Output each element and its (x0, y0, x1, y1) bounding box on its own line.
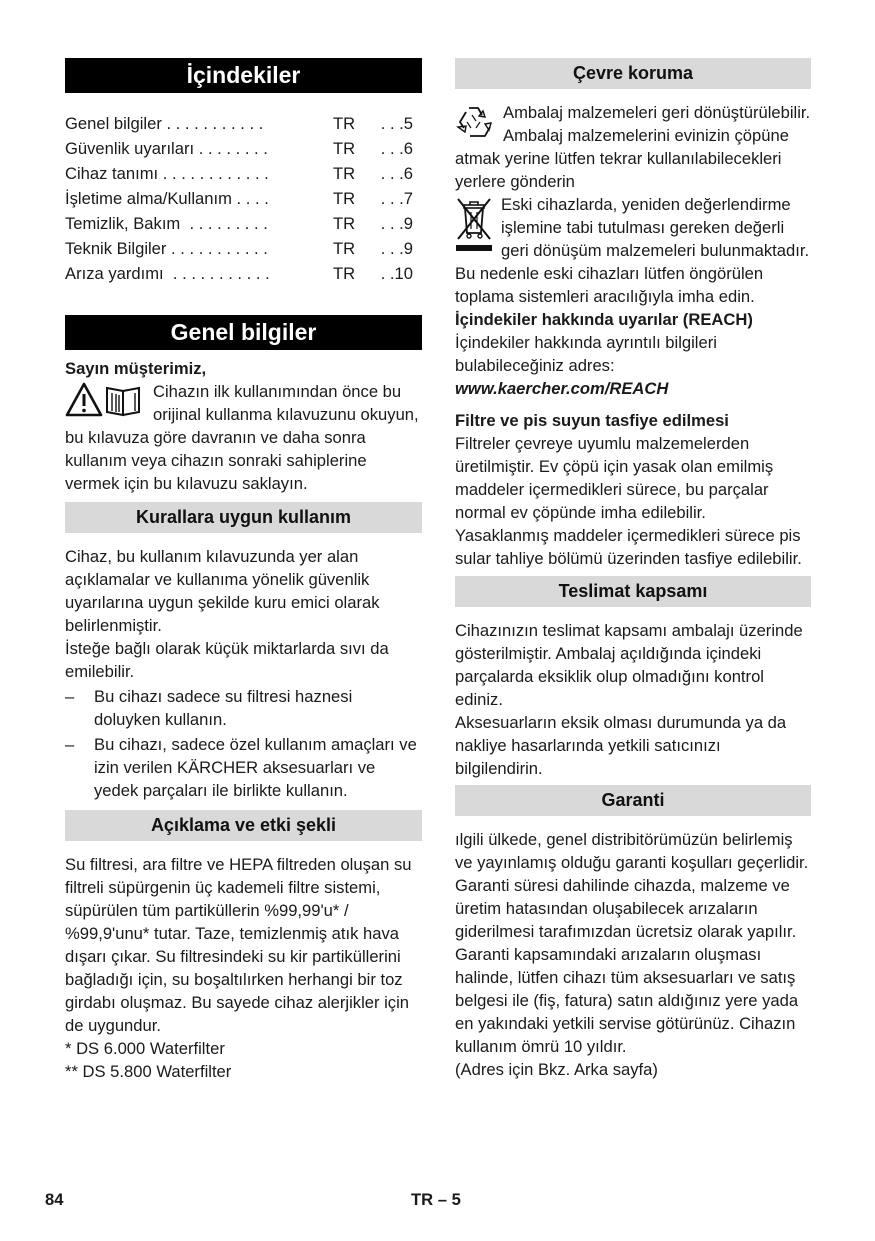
intended-use-p1: Cihaz, bu kullanım kılavuzunda yer alan açıklamalar ve kullanıma yönelik güvenlik uyarılarına uygun şekilde kuru emici olarak belirlenmiştir. (65, 547, 380, 635)
dash-bullet: – (65, 687, 75, 706)
toc-entry[interactable] (65, 111, 422, 136)
toc-entry-lang: TR (333, 239, 356, 258)
description-title: Açıklama ve etki şekli (65, 810, 422, 841)
reach-text: İçindekiler hakkında ayrıntılı bilgileri bulabileceğiniz adres: (455, 333, 717, 375)
delivery-p2: Aksesuarların eksik olması durumunda ya da nakliye hasarlarında yetkili satıcınızı bilgilendirin. (455, 713, 787, 778)
toc-entry-page: . . .9 (380, 214, 413, 233)
packaging-text: Ambalaj malzemeleri geri dönüştürülebilir. Ambalaj malzemelerini evinizin çöpüne atmak yerine lütfen tekrar kullanılabilecekleri yerlere gönderin (455, 103, 811, 191)
toc-entry-lang: TR (333, 114, 356, 133)
toc-entry-page: . . .6 (380, 164, 413, 183)
description-note-2: ** DS 5.800 Waterfilter (65, 1062, 232, 1081)
warning-manual-icon (65, 382, 145, 423)
general-title: Genel bilgiler (65, 315, 422, 350)
toc-entry-label: Genel bilgiler . . . . . . . . . . . (65, 114, 264, 133)
toc-entry-page: . .10 (380, 264, 413, 283)
old-devices-text: Eski cihazlarda, yeniden değerlendirme işlemine tabi tutulması gereken değerli geri dönüşüm malzemeleri bulunmaktadır. Bu nedenle eski cihazları lütfen öngörülen toplama sistemleri aracılığıyla imha edin. (455, 195, 810, 306)
general-intro-block (65, 380, 422, 495)
greeting: Sayın müşterimiz, (65, 359, 207, 378)
list-item (65, 733, 422, 802)
toc-entry-page: . . .5 (380, 114, 413, 133)
packaging-block (455, 101, 811, 193)
toc-entry-page: . . .9 (380, 239, 413, 258)
filter-p1: Filtreler çevreye uyumlu malzemelerden üretilmiştir. Ev çöpü için yasak olan emilmiş maddeler içermedikleri sürece, bu parçalar normal ev çöpünde imha edilebilir. (455, 434, 774, 522)
dash-bullet: – (65, 735, 75, 754)
toc-entry-page: . . .6 (380, 139, 413, 158)
toc-entry-label: Güvenlik uyarıları . . . . . . . . (65, 139, 268, 158)
toc-entry[interactable] (65, 236, 422, 261)
toc-entry-lang: TR (333, 139, 356, 158)
list-item (65, 685, 422, 731)
filter-heading: Filtre ve pis suyun tasfiye edilmesi (455, 411, 729, 430)
toc-entry-lang: TR (333, 164, 356, 183)
toc-entry[interactable] (65, 186, 422, 211)
toc-entry-lang: TR (333, 214, 356, 233)
crossed-bin-icon (455, 195, 493, 260)
toc-entry[interactable] (65, 161, 422, 186)
left-column (65, 58, 422, 1083)
delivery-title: Teslimat kapsamı (455, 576, 811, 607)
toc-entry[interactable] (65, 136, 422, 161)
description-text: Su filtresi, ara filtre ve HEPA filtreden oluşan su filtreli süpürgenin üç kademeli filtre sistemi, süpürülen tüm partiküllerin %99,99'u* / %99,9'unu* tutar. Taze, temizlenmiş atık hava dışarı çıkar. Su filtresindeki su kir partiküllerini bağladığı için, su boşaltılırken herhangi bir toz girdabı oluşmaz. Bu sayede cihaz alerjikler için de uygundur. (65, 855, 412, 1035)
toc-entry-label: Temizlik, Bakım . . . . . . . . . (65, 214, 268, 233)
list-item-text: Bu cihazı, sadece özel kullanım amaçları ve izin verilen KÄRCHER aksesuarları ve yedek parçaları ile birlikte kullanın. (94, 735, 417, 800)
environment-title: Çevre koruma (455, 58, 811, 89)
recycle-icon (455, 104, 493, 145)
list-item-text: Bu cihazı sadece su filtresi haznesi doluyken kullanın. (94, 687, 353, 729)
page-number: 84 (45, 1190, 64, 1209)
toc-entry-label: İşletime alma/Kullanım . . . . (65, 189, 269, 208)
toc-entry-lang: TR (333, 264, 356, 283)
toc-entry-label: Cihaz tanımı . . . . . . . . . . . . (65, 164, 269, 183)
reach-url-link[interactable]: www.kaercher.com/REACH (455, 379, 669, 398)
warranty-title: Garanti (455, 785, 811, 816)
toc-entry-label: Arıza yardımı . . . . . . . . . . . (65, 264, 270, 283)
reach-heading: İçindekiler hakkında uyarılar (REACH) (455, 310, 753, 329)
description-note-1: * DS 6.000 Waterfilter (65, 1039, 225, 1058)
intended-use-p2: İsteğe bağlı olarak küçük miktarlarda sıvı da emilebilir. (65, 639, 389, 681)
toc-entry[interactable] (65, 211, 422, 236)
toc-list (65, 111, 422, 286)
section-page-label: TR – 5 (411, 1190, 461, 1209)
toc-entry-lang: TR (333, 189, 356, 208)
warranty-p2: (Adres için Bkz. Arka sayfa) (455, 1060, 658, 1079)
filter-p2: Yasaklanmış maddeler içermedikleri sürece pis sular tahliye bölümü üzerinden tasfiye edilebilir. (455, 526, 802, 568)
toc-entry-page: . . .7 (380, 189, 413, 208)
toc-entry[interactable] (65, 261, 422, 286)
toc-title: İçindekiler (65, 58, 422, 93)
delivery-p1: Cihazınızın teslimat kapsamı ambalajı üzerinde gösterilmiştir. Ambalaj açıldığında içindeki parçalarda eksiklik olup olmadığını kontrol ediniz. (455, 621, 803, 709)
toc-entry-label: Teknik Bilgiler . . . . . . . . . . . (65, 239, 268, 258)
right-column (455, 58, 811, 1081)
general-intro: Cihazın ilk kullanımından önce bu orijinal kullanma kılavuzunu okuyun, bu kılavuza göre davranın ve daha sonra kullanım veya cihazın sonraki sahiplerine vermek için bu kılavuzu saklayın. (65, 382, 419, 493)
intended-use-title: Kurallara uygun kullanım (65, 502, 422, 533)
old-devices-block (455, 193, 811, 308)
warranty-p1: ılgili ülkede, genel distribitörümüzün belirlemiş ve yayınlamış olduğu garanti koşulları geçerlidir. Garanti süresi dahilinde cihazda, malzeme ve üretim hatasından oluşabilecek arızaların giderilmesi tarafımızdan ücretsiz olarak yapılır. Garanti kapsamındaki arızaların oluşması halinde, lütfen cihazı tüm aksesuarları ve satış belgesi ile (fiş, fatura) satın aldığınız yere yada en yakındaki yetkili servise götürünüz. Cihazın kullanım ömrü 10 yıldır. (455, 830, 809, 1056)
